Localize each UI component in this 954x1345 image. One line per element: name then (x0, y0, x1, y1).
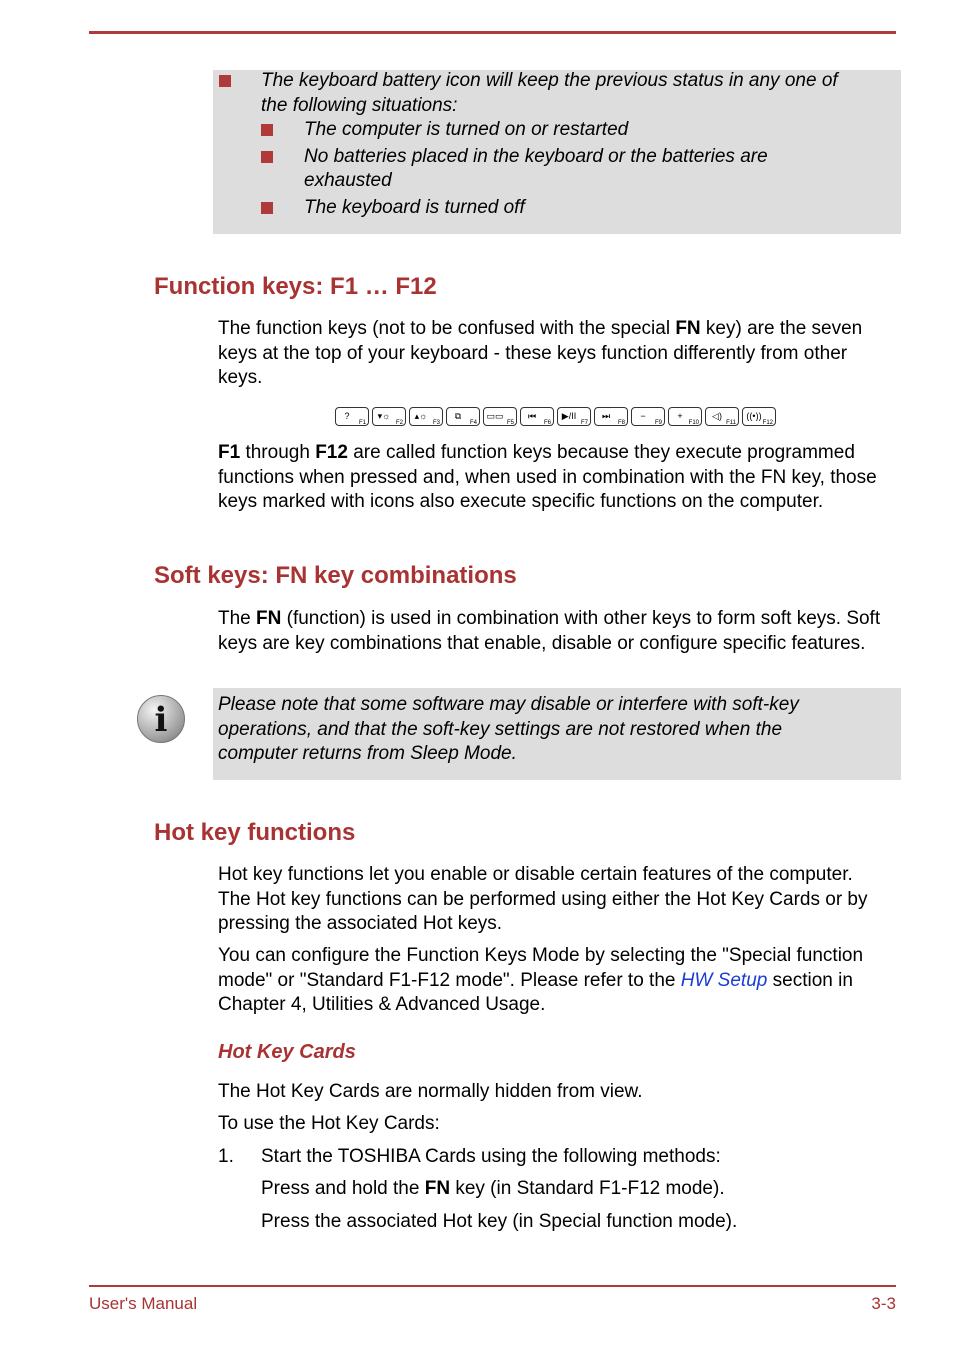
key-glyph: ▭▭ (486, 411, 504, 421)
function-key-row (335, 407, 776, 429)
hot-keys-para4: To use the Hot Key Cards: (218, 1113, 440, 1134)
hot-keys-para2 (218, 944, 888, 1018)
note-item-2-cont: exhausted (304, 170, 392, 191)
key-label: F7 (580, 420, 588, 426)
key-glyph: ⏮ (527, 411, 537, 421)
note-text-line1: The keyboard battery icon will keep the previous status in any one of (261, 70, 838, 91)
bullet-square-icon (261, 151, 273, 163)
step-text: Start the TOSHIBA Cards using the following methods: (261, 1146, 721, 1167)
key-f10-icon (668, 407, 702, 426)
text-run: The (218, 608, 257, 629)
text-run: section in Chapter 4, Utilities & Advanced Usage. (218, 969, 853, 1015)
key-label: F11 (726, 420, 736, 426)
hot-keys-para3: The Hot Key Cards are normally hidden from view. (218, 1081, 643, 1102)
note-item-1: The computer is turned on or restarted (304, 119, 629, 140)
top-rule (89, 31, 896, 34)
hw-setup-link[interactable]: HW Setup (680, 969, 768, 991)
key-glyph: ⧉ (454, 411, 462, 421)
info-icon: i (137, 695, 185, 743)
bold-text: FN (675, 318, 701, 339)
key-glyph: ▴☼ (414, 411, 428, 421)
note-item-2: No batteries placed in the keyboard or the batteries are (304, 146, 768, 167)
key-label: F9 (654, 420, 662, 426)
key-label: F10 (688, 420, 699, 426)
soft-keys-para (218, 607, 888, 656)
key-glyph: ▾☼ (377, 411, 391, 421)
key-glyph: ◁) (712, 411, 722, 421)
key-f3-icon (409, 407, 443, 426)
key-label: F6 (543, 420, 551, 426)
key-label: F1 (358, 420, 366, 426)
key-f11-icon (705, 407, 739, 426)
key-f5-icon (483, 407, 517, 426)
text-run: (function) is used in combination with other keys to form soft keys. Soft keys are key combinations that enable, disable or configure specific features. (218, 608, 881, 654)
key-label: F8 (617, 420, 625, 426)
key-glyph: ? (344, 411, 350, 421)
key-glyph: − (640, 411, 646, 421)
bottom-rule (89, 1285, 896, 1287)
key-f1-icon (335, 407, 369, 426)
key-glyph: ▶/II (561, 411, 577, 421)
step-number: 1. (218, 1146, 234, 1167)
key-glyph: ⏭ (601, 411, 611, 421)
bold-text: F1 (218, 442, 241, 463)
bullet-square-icon (219, 75, 231, 87)
key-f4-icon (446, 407, 480, 426)
key-label: F12 (762, 420, 773, 426)
text-run: key) are the seven keys at the top of your keyboard - these keys function differently from other keys. (218, 318, 863, 388)
hot-keys-para1: Hot key functions let you enable or disable certain features of the computer. The Hot key functions can be performed using either the Hot Key Cards or by pressing the associated Hot keys. (218, 864, 868, 934)
text-run: are called function keys because they execute programmed functions when pressed and, when used in combination with the FN key, those keys marked with icons also execute specific functions on the computer. (218, 442, 877, 512)
text-run: Press and hold the (261, 1178, 425, 1199)
key-label: F5 (506, 420, 514, 426)
text-run: The function keys (not to be confused with the special (218, 318, 676, 339)
heading-function-keys: Function keys: F1 … F12 (154, 273, 437, 300)
method-1 (261, 1177, 725, 1201)
bold-text: FN (256, 608, 282, 629)
note-text-line2: the following situations: (261, 95, 458, 116)
soft-keys-note: Please note that some software may disable or interfere with soft-key operations, and that the soft-key settings are not restored when the computer returns from Sleep Mode. (218, 694, 799, 764)
key-f12-icon (742, 407, 776, 426)
function-keys-para1 (218, 317, 888, 391)
key-glyph: + (677, 411, 683, 421)
key-f2-icon (372, 407, 406, 426)
key-glyph: ((•)) (746, 411, 762, 421)
function-keys-para2 (218, 441, 888, 515)
bold-text: FN (424, 1178, 451, 1199)
note-item-3: The keyboard is turned off (304, 197, 525, 218)
bullet-square-icon (261, 124, 273, 136)
key-f7-icon (557, 407, 591, 426)
heading-hot-keys: Hot key functions (154, 819, 356, 846)
key-f9-icon (631, 407, 665, 426)
method-2: Press the associated Hot key (in Special function mode). (261, 1211, 738, 1232)
key-f8-icon (594, 407, 628, 426)
key-f6-icon (520, 407, 554, 426)
subheading-hot-key-cards: Hot Key Cards (218, 1041, 356, 1063)
footer-title: User's Manual (89, 1294, 198, 1313)
text-run: You can configure the Function Keys Mode by selecting the "Special function mode" or "Standard F1-F12 mode". Please refer to the (218, 945, 864, 991)
key-label: F4 (469, 420, 477, 426)
text-run: through (240, 442, 316, 463)
key-label: F2 (395, 420, 403, 426)
bold-text: F12 (315, 442, 348, 463)
heading-soft-keys: Soft keys: FN key combinations (154, 562, 517, 589)
page-number: 3-3 (871, 1294, 896, 1313)
bullet-square-icon (261, 202, 273, 214)
text-run: key (in Standard F1-F12 mode). (450, 1178, 725, 1199)
key-label: F3 (432, 420, 440, 426)
